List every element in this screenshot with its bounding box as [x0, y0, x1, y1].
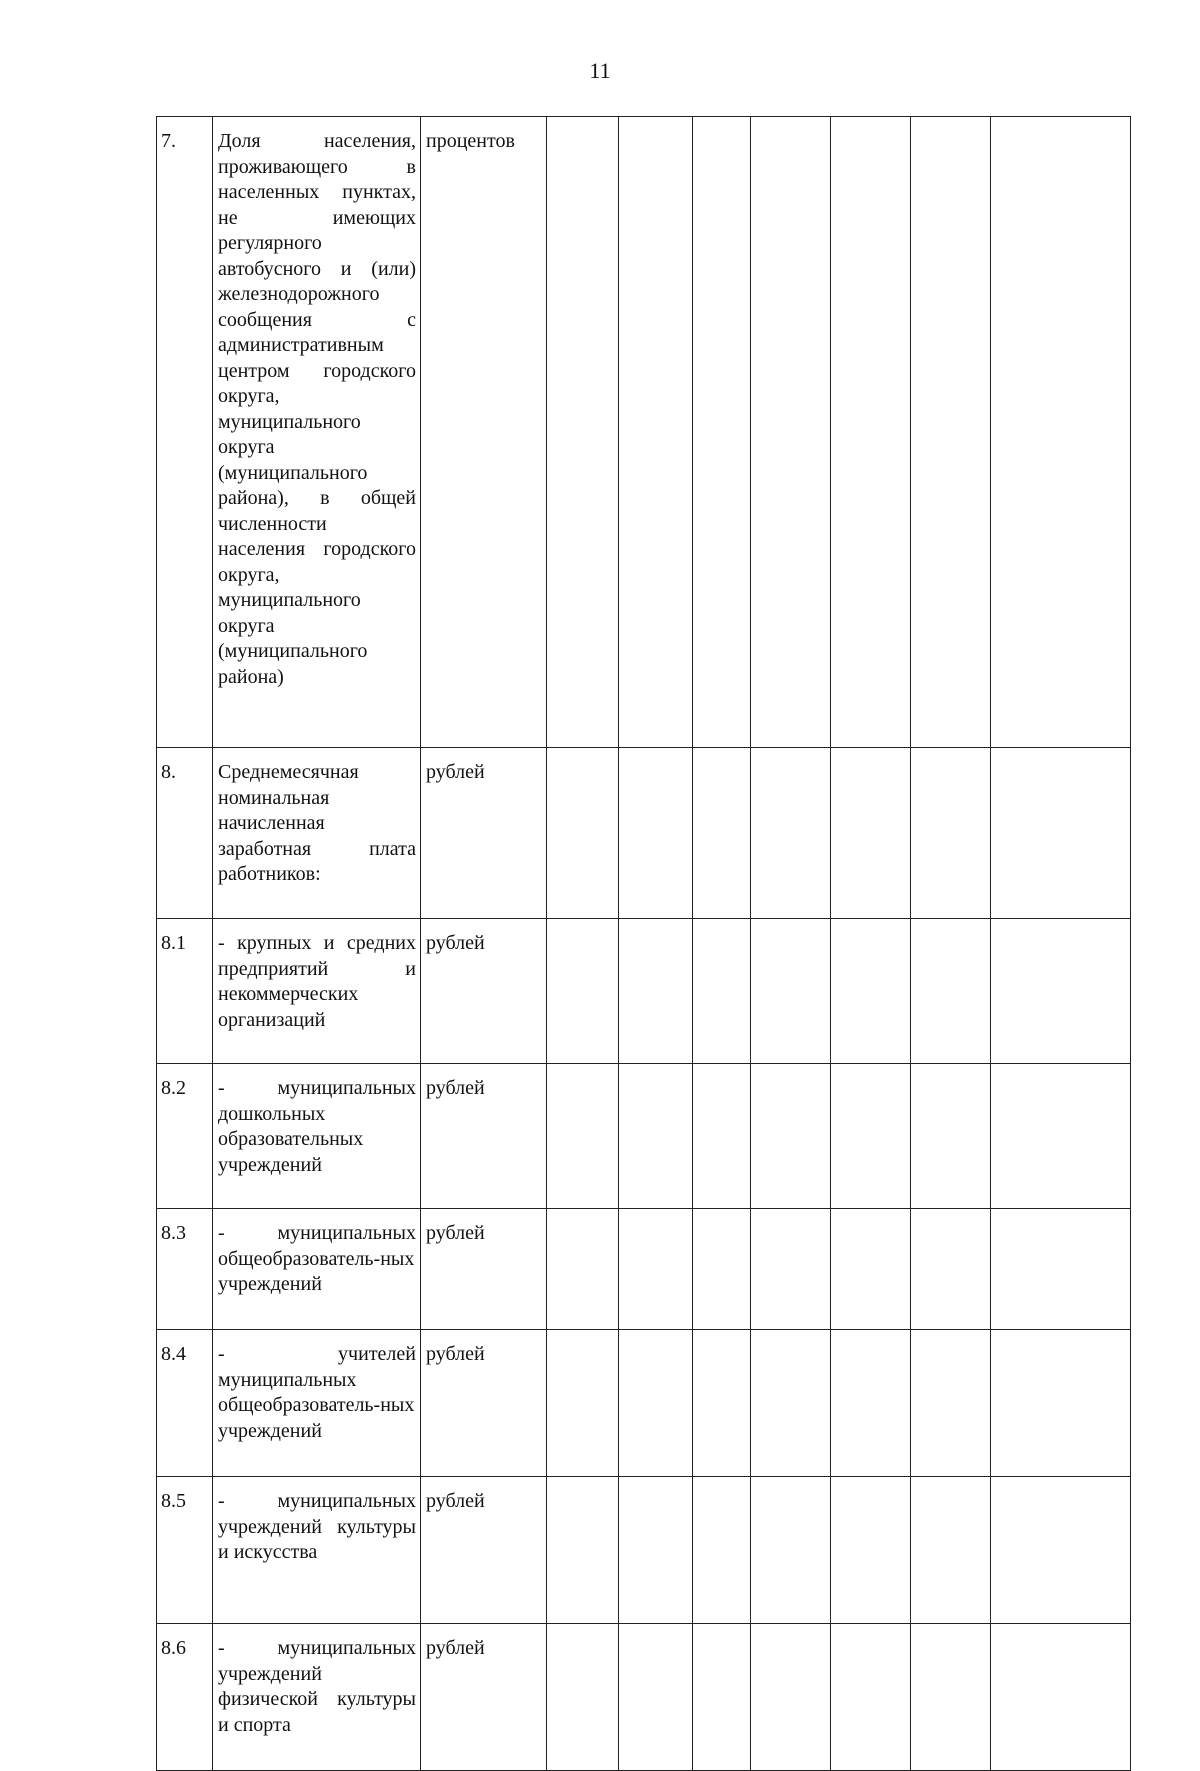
value-cell: [831, 1209, 911, 1330]
indicators-table: [156, 116, 1131, 1771]
value-cell: [831, 117, 911, 748]
value-cell: [547, 1209, 619, 1330]
value-cell: [911, 748, 991, 919]
page-number: 11: [589, 58, 611, 83]
value-cell: [547, 1064, 619, 1209]
indicator-name: Среднемесячная номинальная начисленная заработная плата работников:: [213, 748, 421, 919]
value-cell: [911, 1209, 991, 1330]
row-number: 8.4: [157, 1330, 213, 1477]
row-number: 8.6: [157, 1624, 213, 1771]
indicator-name: - учителей муниципальных общеобразователь-ных учреждений: [213, 1330, 421, 1477]
unit-of-measure: рублей: [421, 1064, 547, 1209]
value-cell: [751, 1209, 831, 1330]
value-cell: [751, 1624, 831, 1771]
row-number: 8.5: [157, 1477, 213, 1624]
indicator-name: - крупных и средних предприятий и некоммерческих организаций: [213, 919, 421, 1064]
value-cell: [991, 1064, 1131, 1209]
unit-of-measure: рублей: [421, 748, 547, 919]
value-cell: [693, 919, 751, 1064]
unit-of-measure: рублей: [421, 1624, 547, 1771]
value-cell: [991, 117, 1131, 748]
table-row: [157, 919, 1131, 1064]
row-number: 8.: [157, 748, 213, 919]
value-cell: [751, 748, 831, 919]
indicator-name: - муниципальных общеобразователь-ных учреждений: [213, 1209, 421, 1330]
value-cell: [751, 1477, 831, 1624]
value-cell: [693, 1330, 751, 1477]
value-cell: [547, 1330, 619, 1477]
value-cell: [751, 1064, 831, 1209]
table-row: [157, 1064, 1131, 1209]
value-cell: [547, 1477, 619, 1624]
value-cell: [991, 1330, 1131, 1477]
value-cell: [911, 919, 991, 1064]
value-cell: [991, 1477, 1131, 1624]
value-cell: [619, 748, 693, 919]
value-cell: [693, 117, 751, 748]
table-row: [157, 1477, 1131, 1624]
row-number: 8.3: [157, 1209, 213, 1330]
unit-of-measure: процентов: [421, 117, 547, 748]
value-cell: [991, 748, 1131, 919]
indicator-name: - муниципальных дошкольных образовательных учреждений: [213, 1064, 421, 1209]
unit-of-measure: рублей: [421, 1209, 547, 1330]
value-cell: [911, 117, 991, 748]
value-cell: [831, 1064, 911, 1209]
value-cell: [693, 748, 751, 919]
indicator-name: - муниципальных учреждений культуры и искусства: [213, 1477, 421, 1624]
value-cell: [619, 1209, 693, 1330]
value-cell: [547, 748, 619, 919]
value-cell: [991, 1624, 1131, 1771]
value-cell: [831, 919, 911, 1064]
value-cell: [619, 117, 693, 748]
value-cell: [693, 1624, 751, 1771]
value-cell: [911, 1330, 991, 1477]
value-cell: [751, 117, 831, 748]
value-cell: [831, 1624, 911, 1771]
indicator-name: - муниципальных учреждений физической культуры и спорта: [213, 1624, 421, 1771]
value-cell: [619, 919, 693, 1064]
table-row: [157, 1330, 1131, 1477]
value-cell: [991, 919, 1131, 1064]
row-number: 7.: [157, 117, 213, 748]
value-cell: [547, 919, 619, 1064]
row-number: 8.2: [157, 1064, 213, 1209]
unit-of-measure: рублей: [421, 1330, 547, 1477]
unit-of-measure: рублей: [421, 1477, 547, 1624]
unit-of-measure: рублей: [421, 919, 547, 1064]
value-cell: [831, 748, 911, 919]
value-cell: [911, 1477, 991, 1624]
value-cell: [619, 1624, 693, 1771]
table-row: [157, 1209, 1131, 1330]
indicator-name: Доля населения, проживающего в населенных пунктах, не имеющих регулярного автобусного и (или) железнодорожного сообщения с административным центром городского округа, муниципального округа (муниципального района), в общей численности населения городского округа, муниципального округа (муниципального района): [213, 117, 421, 748]
table-row: [157, 117, 1131, 748]
value-cell: [619, 1477, 693, 1624]
value-cell: [751, 1330, 831, 1477]
value-cell: [991, 1209, 1131, 1330]
value-cell: [911, 1064, 991, 1209]
value-cell: [619, 1330, 693, 1477]
value-cell: [693, 1477, 751, 1624]
value-cell: [547, 117, 619, 748]
table-row: [157, 748, 1131, 919]
value-cell: [547, 1624, 619, 1771]
table-row: [157, 1624, 1131, 1771]
value-cell: [831, 1330, 911, 1477]
value-cell: [911, 1624, 991, 1771]
value-cell: [693, 1209, 751, 1330]
value-cell: [831, 1477, 911, 1624]
row-number: 8.1: [157, 919, 213, 1064]
value-cell: [751, 919, 831, 1064]
value-cell: [693, 1064, 751, 1209]
value-cell: [619, 1064, 693, 1209]
